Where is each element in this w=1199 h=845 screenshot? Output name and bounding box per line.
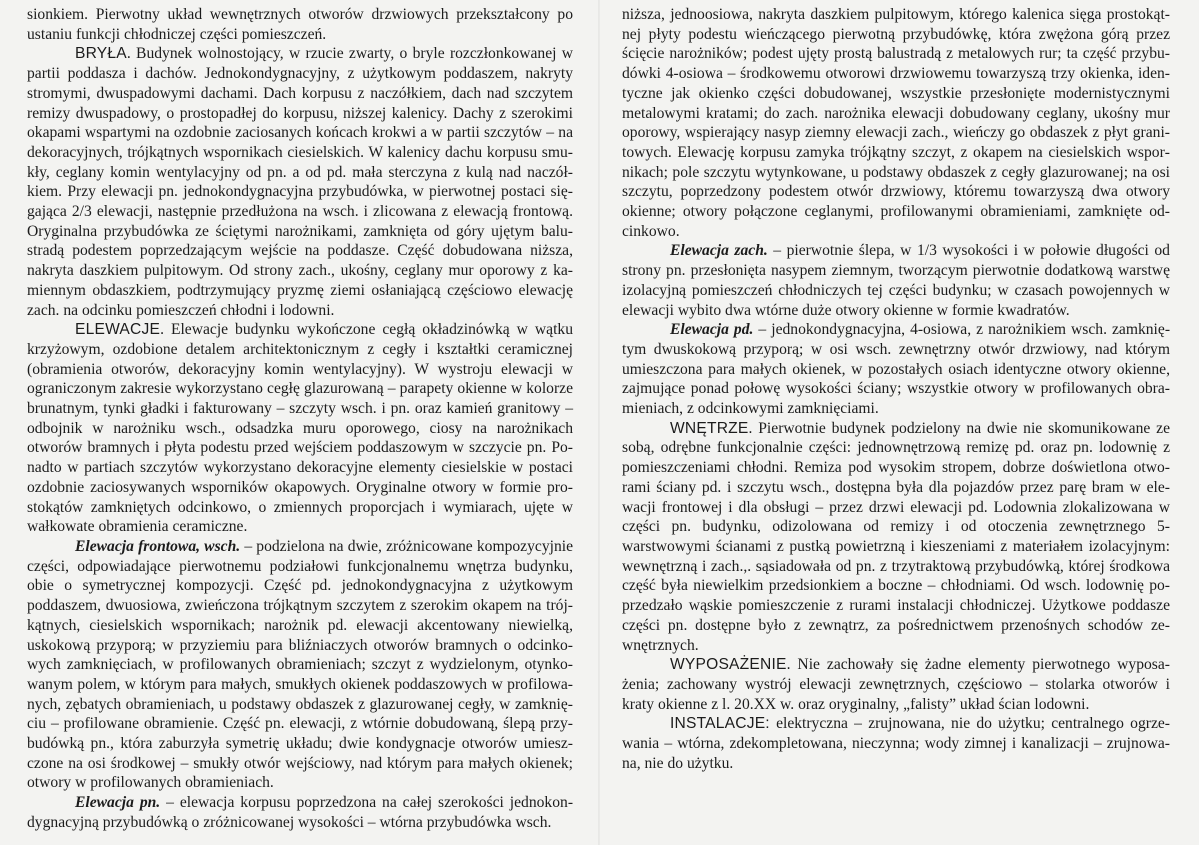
paragraph-elewacja-zach: [622, 241, 1170, 320]
page-fold: [598, 0, 600, 845]
paragraph-bryla: [27, 44, 573, 320]
subheading-elewacja-pn: Elewacja pn.: [75, 794, 161, 812]
subheading-elewacja-frontowa: Elewacja frontowa, wsch.: [75, 537, 241, 555]
paragraph-wyposazenie-text: . Nie zachowały się żadne elementy pierwotnego wyposażenia; zachowany wystrój elewacji zewnętrznych, częściowo – stolarka otworów i kraty okienne z l. 20.XX w. oraz oryginalny, „falisty” układ ścian lodowni.: [622, 656, 1170, 713]
paragraph-elewacja-frontowa: [27, 537, 573, 793]
paragraph-wyposazenie: [622, 655, 1170, 714]
paragraph-elewacja-pd: [622, 320, 1170, 419]
subheading-elewacja-zach: Elewacja zach.: [670, 242, 768, 260]
paragraph-elewacja-pn: [27, 793, 573, 832]
paragraph-wnetrze-text: . Pierwotnie budynek podzielony na dwie nie skomunikowane ze sobą, odrębne funkcjonalnie części: jednownętrzową remizę pd. oraz pn. lodownię z pomieszczeniami chłodni. Remiza pod wysokim stropem, dobrze doświetlona otworami ściany pd. i szczytu wsch., dostępna była dla pojazdów przez parę bram w elewacji frontowej i dla obsługi – przez drzwi elewacji pd. Lodownia zlokalizowana w części pn. budynku, odizolowana od remizy i od otoczenia zewnętrznego 5-warstwowymi ścianami z pustką powietrzną i kieszeniami z materiałem izolacyjnym: wewnętrzną i zach.,. sąsiadowała od pn. z trzytraktową przybudówką, której środkowa część była niewielkim przedsionkiem a boczne – chłodniami. Od wsch. lodownię poprzedzało wąskie pomieszczenie z rurami instalacji chłodniczej. Użytkowe poddasze części pn. dostępne było z zewnątrz, za pośrednictwem przenośnych schodów zewnętrznych.: [622, 419, 1170, 654]
section-heading-wnetrze: WNĘTRZE: [670, 419, 749, 437]
paragraph-elewacje: [27, 320, 573, 537]
section-heading-bryla: BRYŁA: [75, 45, 127, 63]
left-page-column: [27, 5, 573, 833]
paragraph-wnetrze: [622, 419, 1170, 655]
paragraph-bryla-text: . Budynek wolnostojący, w rzucie zwarty, o bryle rozczłonkowanej w partii poddasza i dachów. Jednokondygnacyjny, z użytkowym poddaszem, nakryty stromymi, dwuspadowymi dachami. Dach korpusu z naczółkiem, dach nad szczytem remizy dwuspadowy, o prostopadłej do korpusu, niższej kalenicy. Dachy z szerokimi okapami wspartymi na ozdobnie zaciosanych końcach krokwi a w partii szczytów – na dekoracyjnych, trójkątnych wspornikach ciesielskich. W kalenicy dachu korpusu smukły, ceglany komin wentylacyjny od pn. a od pd. mała sterczyna z kulą nad naczółkiem. Przy elewacji pn. jednokondygnacyjna przybudówka, w pierwotnej postaci sięgająca 2/3 elewacji, następnie przedłużona na wsch. i zlicowana z elewacją frontową. Oryginalna przybudówka ze ściętymi narożnikami, zamknięta od góry ujętym balustradą podestem poprzedzającym wejście na poddasze. Część dobudowana niższa, nakryta daszkiem pulpitowym. Od strony zach., ukośny, ceglany mur oporowy z kamiennym obdaszkiem, podtrzymujący pryzmę ziemi osłaniającą częściowo elewację zach. na odcinku pomieszczeń chłodni i lodowni.: [27, 45, 573, 319]
subheading-elewacja-pd: Elewacja pd.: [670, 321, 754, 339]
paragraph-instalacje: [622, 714, 1170, 773]
right-page-column: [622, 5, 1170, 773]
paragraph-elewacja-frontowa-text: – podzielona na dwie, zróżnicowane kompozycyjnie części, odpowiadające pierwotnemu podziałowi funkcjonalnemu wnętrza budynku, obie o symetrycznej kompozycji. Część pd. jednokondygnacyjna z użytkowym poddaszem, dwuosiowa, zwieńczona trójkątnym szczytem z szerokim okapem na trójkątnych, ciesielskich wspornikach; narożnik pd. elewacji akcentowany niewielką, uskokową przyporą; w przyziemiu para bliźniaczych otworów bramnych o odcinkowych zamknięciach, w profilowanych obramieniach; szczyt z wydzielonym, otynkowanym polem, w którym para małych, smukłych okienek poddaszowych w profilowanych, zębatych obramieniach, u podstawy obdaszek z glazurowanej cegły, w zamknięciu – profilowane obramienie. Część pn. elewacji, z wtórnie dobudowaną, ślepą przybudówką pn., która zaburzyła symetrię układu; dwie kondygnacje otworów umieszczone na osi środkowej – smukły otwór wejściowy, nad którym para małych okienek; otwory w profilowanych obramieniach.: [27, 537, 573, 792]
paragraph-elewacja-zach-text: – pierwotnie ślepa, w 1/3 wysokości i w połowie długości od strony pn. przesłonięta nasypem ziemnym, tworzącym pierwotnie dodatkową warstwę izolacyjną pomieszczeń chłodniczych tej części budynku; w czasach powojennych w elewacji wybito dwa wtórne duże otwory okienne w formie kwadratów.: [622, 242, 1170, 319]
paragraph-instalacje-text: elektryczna – zrujnowana, nie do użytku; centralnego ogrzewania – wtórna, zdekompletowana, nieczynna; wody zimnej i kanalizacji – zrujnowana, nie do użytku.: [622, 715, 1170, 772]
paragraph-elewacje-text: . Elewacje budynku wykończone cegłą okładzinówką w wątku krzyżowym, ozdobione detalem architektonicznym z cegły i kształtki ceramicznej (obramienia otworów, dekoracyjny komin wentylacyjny). W wystroju elewacji w ograniczonym zakresie wykorzystano cegłę glazurowaną – parapety okienne w kolorze brunatnym, tynki gładki i fakturowany – szczyty wsch. i pn. oraz kamień granitowy – odbojnik w narożniku wsch., odsadzka muru oporowego, ciosy na narożnikach otworów bramnych i płyta podestu przed wejściem poddaszowym w szczycie pn. Ponadto w partiach szczytów wykorzystano dekoracyjne elementy ciesielskie w postaci ozdobnie zaciosywanych wsporników okapowych. Oryginalne otwory w formie prostokątów zamkniętych odcinkowo, o zmiennych proporcjach i wymiarach, ujęte w wałkowate obramienia ceramiczne.: [27, 321, 573, 536]
section-heading-wyposazenie: WYPOSAŻENIE: [670, 656, 787, 674]
paragraph-continuation: sionkiem. Pierwotny układ wewnętrznych otworów drzwiowych przekształcony po ustaniu funkcji chłodniczej części pomieszczeń.: [27, 6, 573, 43]
paragraph-continuation-right: niższa, jednoosiowa, nakryta daszkiem pulpitowym, którego kalenica sięga prostokątnej płyty podestu wieńczącego pierwotną przybudówkę, która zwężona górą przez ścięcie narożników; podest ujęty prostą balustradą z metalowych rur; ta część przybudówki 4-osiowa – środkowemu otworowi drzwiowemu towarzyszą trzy okienka, identyczne jak okienko części dobudowanej, wszystkie przesłonięte modernistycznymi metalowymi kratami; do zach. narożnika elewacji dobudowany ceglany, ukośny mur oporowy, wspierający nasyp ziemny elewacji zach., wieńczy go obdaszek z płyt granitowych. Elewację korpusu zamyka trójkątny szczyt, z okapem na ciesielskich wspornikach; pole szczytu wytynkowane, u podstawy obdaszek z cegły glazurowanej; na osi szczytu, poprzedzony podestem otwór drzwiowy, któremu towarzyszą dwa otwory okienne; otwory połączone ceglanymi, profilowanymi obramieniami, zamknięte odcinkowo.: [622, 6, 1170, 240]
section-heading-instalacje: INSTALACJE:: [670, 715, 770, 733]
paragraph-elewacja-pd-text: – jednokondygnacyjna, 4-osiowa, z narożnikiem wsch. zamkniętym dwuskokową przyporą; w osi wsch. zewnętrzny otwór drzwiowy, nad którym umieszczona para małych okienek, w pozostałych osiach identyczne otwory okienne, zajmujące ponad połowę wysokości ściany; wszystkie otwory w profilowanych obramieniach, z odcinkowymi zamknięciami.: [622, 321, 1171, 418]
section-heading-elewacje: ELEWACJE: [75, 321, 161, 339]
paragraph-elewacja-pn-text: – elewacja korpusu poprzedzona na całej szerokości jednokondygnacyjną przybudówką o zróżnicowanej wysokości – wtórna przybudówka wsch.: [27, 794, 574, 831]
